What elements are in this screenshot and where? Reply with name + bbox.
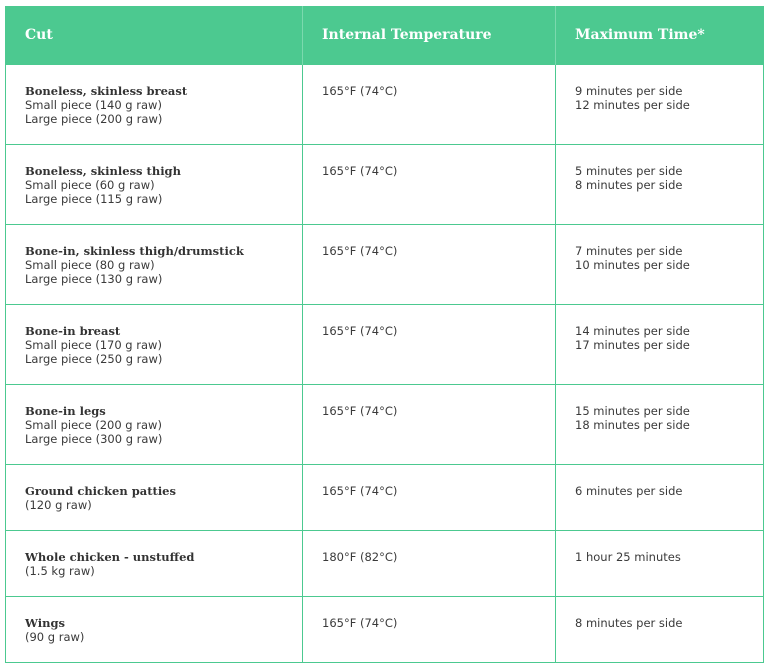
size-large: Large piece (115 g raw): [25, 192, 163, 206]
temperature-cell: [303, 385, 556, 465]
cut-name: Bone-in, skinless thigh/drumstick: [25, 244, 244, 258]
temperature-cell: [303, 65, 556, 145]
time-small: 15 minutes per side: [575, 404, 690, 418]
cut-name: Ground chicken patties: [25, 484, 176, 498]
time-cell: [556, 305, 764, 385]
temperature-value: 165°F (74°C): [322, 616, 398, 630]
temperature-value: 165°F (74°C): [322, 484, 398, 498]
header-cut: Cut: [6, 6, 303, 65]
header-internal-temperature: Internal Temperature: [303, 6, 556, 65]
cut-cell: [6, 145, 303, 225]
size-small: Small piece (200 g raw): [25, 418, 162, 432]
size-large: Large piece (130 g raw): [25, 272, 163, 286]
temperature-cell: [303, 225, 556, 305]
size-weight: (90 g raw): [25, 630, 85, 644]
cut-name: Boneless, skinless thigh: [25, 164, 181, 178]
time-cell: [556, 145, 764, 225]
size-small: Small piece (170 g raw): [25, 338, 162, 352]
cut-name: Boneless, skinless breast: [25, 84, 188, 98]
temperature-value: 180°F (82°C): [322, 550, 398, 564]
time-large: 12 minutes per side: [575, 98, 690, 112]
size-small: Small piece (140 g raw): [25, 98, 162, 112]
cooking-time-table: [5, 6, 764, 663]
cut-name: Whole chicken - unstuffed: [25, 550, 195, 564]
header-row: [6, 6, 764, 65]
time-large: 8 minutes per side: [575, 178, 683, 192]
table-row: [6, 65, 764, 145]
table-row: [6, 305, 764, 385]
cut-cell: [6, 597, 303, 663]
cut-name: Bone-in legs: [25, 404, 106, 418]
temperature-cell: [303, 597, 556, 663]
cut-cell: [6, 465, 303, 531]
table-row: [6, 145, 764, 225]
table-row: [6, 465, 764, 531]
size-large: Large piece (250 g raw): [25, 352, 163, 366]
time-value: 6 minutes per side: [575, 484, 683, 498]
temperature-cell: [303, 465, 556, 531]
table-row: [6, 225, 764, 305]
cut-cell: [6, 531, 303, 597]
size-large: Large piece (300 g raw): [25, 432, 163, 446]
temperature-value: 165°F (74°C): [322, 324, 398, 338]
time-cell: [556, 385, 764, 465]
temperature-value: 165°F (74°C): [322, 164, 398, 178]
size-weight: (120 g raw): [25, 498, 92, 512]
time-large: 17 minutes per side: [575, 338, 690, 352]
time-small: 7 minutes per side: [575, 244, 683, 258]
temperature-value: 165°F (74°C): [322, 84, 398, 98]
size-weight: (1.5 kg raw): [25, 564, 95, 578]
cut-cell: [6, 385, 303, 465]
time-large: 10 minutes per side: [575, 258, 690, 272]
table-row: [6, 597, 764, 663]
cut-cell: [6, 305, 303, 385]
cut-cell: [6, 225, 303, 305]
temperature-value: 165°F (74°C): [322, 244, 398, 258]
cut-name: Bone-in breast: [25, 324, 121, 338]
time-cell: [556, 597, 764, 663]
time-value: 1 hour 25 minutes: [575, 550, 681, 564]
temperature-value: 165°F (74°C): [322, 404, 398, 418]
time-small: 9 minutes per side: [575, 84, 683, 98]
size-small: Small piece (60 g raw): [25, 178, 155, 192]
temperature-cell: [303, 531, 556, 597]
time-cell: [556, 465, 764, 531]
table-row: [6, 531, 764, 597]
size-large: Large piece (200 g raw): [25, 112, 163, 126]
table-row: [6, 385, 764, 465]
time-value: 8 minutes per side: [575, 616, 683, 630]
time-small: 5 minutes per side: [575, 164, 683, 178]
time-cell: [556, 65, 764, 145]
cut-cell: [6, 65, 303, 145]
cut-name: Wings: [25, 616, 65, 630]
time-small: 14 minutes per side: [575, 324, 690, 338]
time-large: 18 minutes per side: [575, 418, 690, 432]
temperature-cell: [303, 305, 556, 385]
size-small: Small piece (80 g raw): [25, 258, 155, 272]
time-cell: [556, 531, 764, 597]
temperature-cell: [303, 145, 556, 225]
time-cell: [556, 225, 764, 305]
header-maximum-time: Maximum Time*: [556, 6, 764, 65]
